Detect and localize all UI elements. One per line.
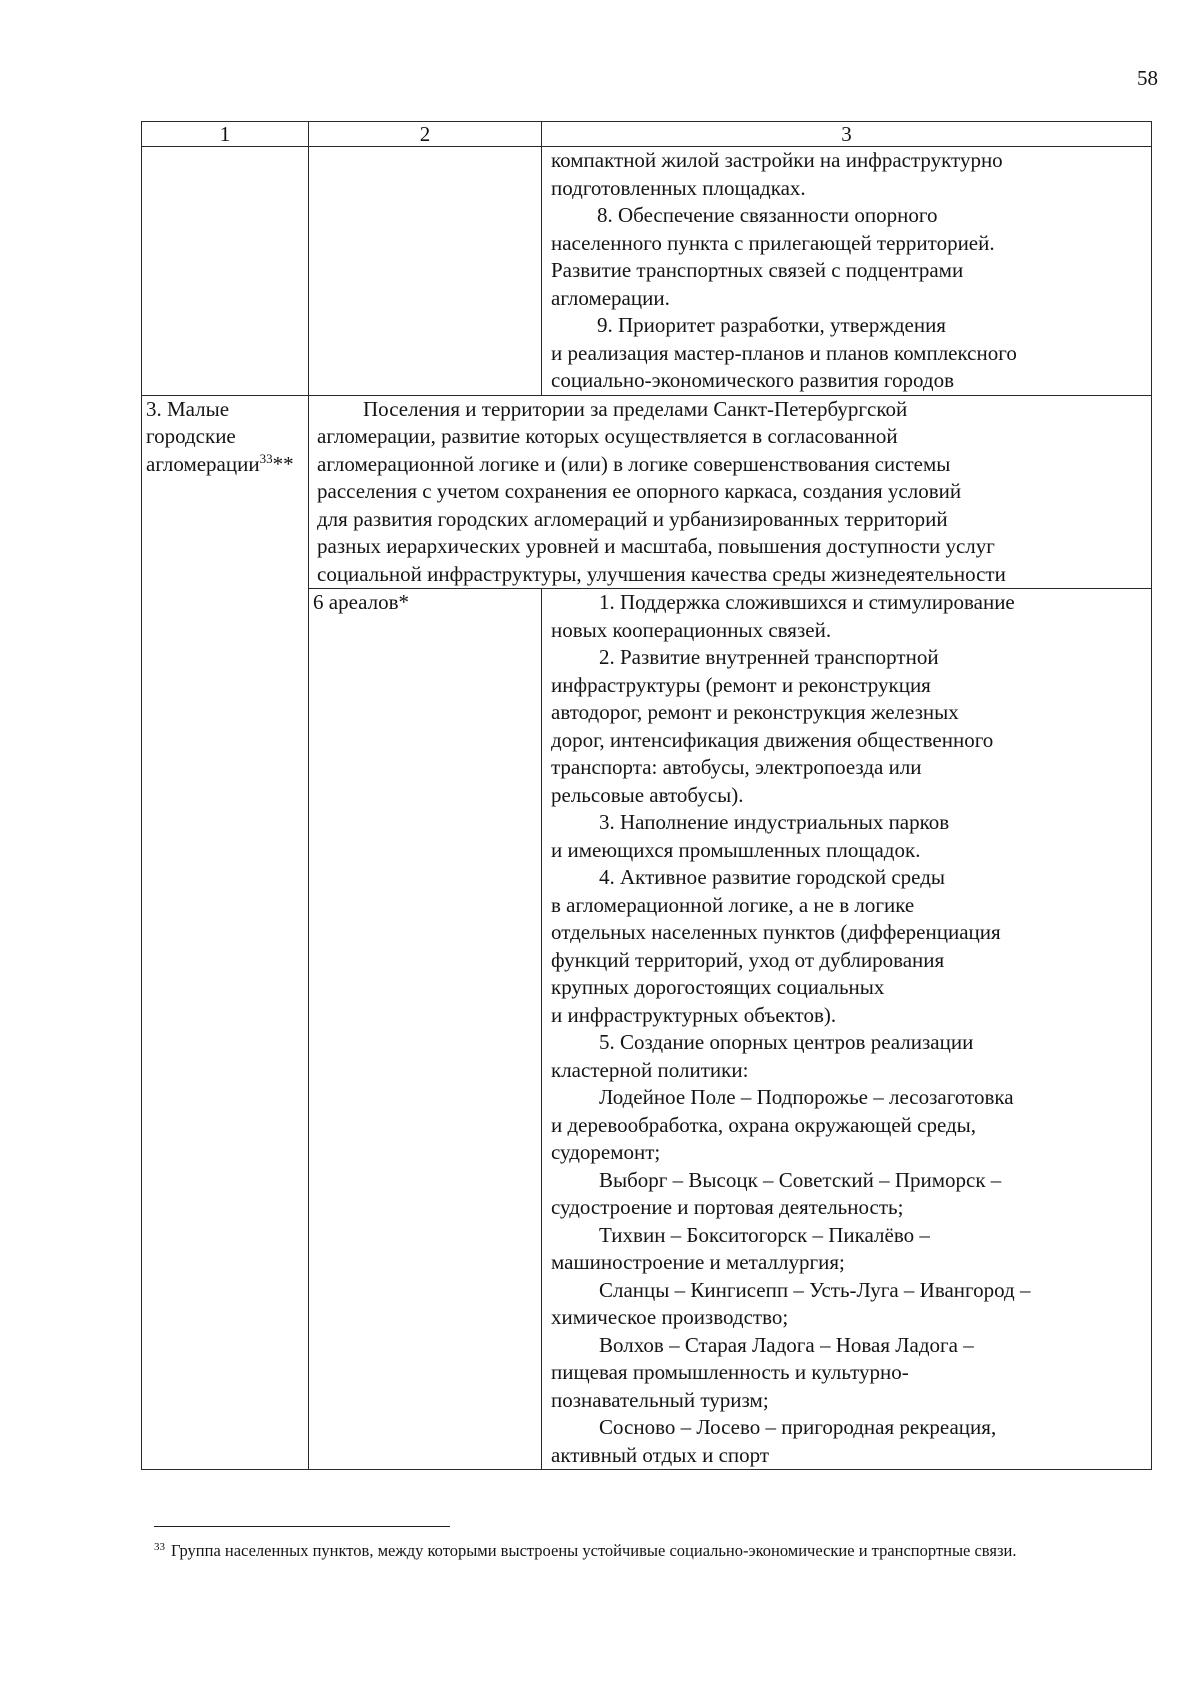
areals-count: 6 ареалов* (313, 590, 410, 614)
text-line: отдельных населенных пунктов (дифференциация (551, 920, 1001, 944)
text-line: агломерации, развитие которых осуществляется в согласованной (317, 424, 898, 448)
text-line: познавательный туризм; (551, 1387, 769, 1412)
text-line: судоремонт; (551, 1140, 661, 1164)
text-line: Сосново – Лосево – пригородная рекреация, (599, 1415, 997, 1439)
text-line: Волхов – Старая Ладога – Новая Ладога – (599, 1332, 974, 1357)
text-line: дорог, интенсификация движения общественного (551, 727, 994, 752)
text-line: 8. Обеспечение связанности опорного (597, 203, 938, 227)
text-line: агломерационной логике и (или) в логике совершенствования системы (317, 451, 951, 476)
table-row-continued (142, 147, 1152, 396)
region-name-line: 3. Малые (146, 396, 230, 421)
text-line: расселения с учетом сохранения ее опорного каркаса, создания условий (317, 479, 962, 503)
header-col-1: 1 (142, 122, 309, 147)
text-line: пищевая промышленность и культурно- (551, 1360, 909, 1384)
text-line: социально-экономического развития городов (551, 368, 954, 392)
text-line: активный отдых и спорт (551, 1442, 770, 1467)
text-line: судостроение и портовая деятельность; (551, 1195, 904, 1219)
text-line: и имеющихся промышленных площадок. (551, 837, 921, 862)
table-row-small-agglomerations (142, 395, 1152, 589)
text-line: 1. Поддержка сложившихся и стимулирование (599, 590, 1015, 614)
areals-count-cell (309, 589, 542, 1470)
text-line: машиностроение и металлургия; (551, 1250, 845, 1274)
table-header-row (142, 122, 1152, 147)
text-line: 4. Активное развитие городской среды (599, 865, 946, 889)
text-line: рельсовые автобусы). (551, 782, 744, 807)
text-line: функций территорий, уход от дублирования (551, 947, 945, 972)
header-col-3: 3 (542, 122, 1152, 147)
text-line: в агломерационной логике, а не в логике (551, 892, 915, 917)
areals-measures-cell (542, 589, 1152, 1470)
text-line: Тихвин – Бокситогорск – Пикалёво – (599, 1222, 930, 1247)
text-line: населенного пункта с прилегающей территорией. (551, 230, 995, 255)
text-line: Развитие транспортных связей с подцентрами (551, 258, 964, 282)
footnote (154, 1540, 1140, 1561)
page-number: 58 (1137, 66, 1158, 90)
text-line: химическое производство; (551, 1305, 789, 1329)
text-line: инфраструктуры (ремонт и реконструкция (551, 672, 931, 697)
footnote-text: Группа населенных пунктов, между которыми выстроены устойчивые социально-экономические и транспортные связи. (171, 1541, 1017, 1560)
text-line: разных иерархических уровней и масштаба, повышения доступности услуг (317, 534, 995, 558)
text-line: Поселения и территории за пределами Санкт-Петербургской (363, 396, 908, 421)
text-line: социальной инфраструктуры, улучшения качества среды жизнедеятельности (317, 561, 1006, 586)
footnote-ref: 33 (259, 450, 273, 466)
region-name-line-with-ref (146, 451, 304, 479)
asterisk-mark: ** (272, 451, 294, 476)
text-line: 5. Создание опорных центров реализации (599, 1030, 974, 1054)
text-line: крупных дорогостоящих социальных (551, 975, 885, 999)
text-line: кластерной политики: (551, 1057, 749, 1082)
text-line: и деревообработка, охрана окружающей среды, (551, 1112, 977, 1137)
region-name-cell (142, 395, 309, 1470)
text-line: Лодейное Поле – Подпорожье – лесозаготовка (599, 1085, 1014, 1109)
region-name-word: агломерации (146, 451, 260, 476)
text-line: 3. Наполнение индустриальных парков (599, 810, 950, 834)
footnote-number: 33 (154, 1540, 165, 1553)
continued-col-3 (542, 147, 1152, 396)
text-line: Выборг – Высоцк – Советский – Приморск – (599, 1167, 1002, 1192)
continued-col-1 (142, 147, 309, 396)
text-line: компактной жилой застройки на инфраструктурно (551, 148, 1003, 172)
text-line: 9. Приоритет разработки, утверждения (597, 313, 946, 337)
region-name-line: городские (146, 424, 236, 448)
text-line: автодорог, ремонт и реконструкция железных (551, 700, 959, 724)
main-table (141, 121, 1152, 1470)
continued-col-2 (309, 147, 542, 396)
text-line: агломерации. (551, 285, 670, 310)
text-line: транспорта: автобусы, электропоезда или (551, 755, 922, 779)
region-description-cell (309, 395, 1152, 589)
text-line: 2. Развитие внутренней транспортной (599, 645, 939, 669)
text-line: подготовленных площадках. (551, 175, 806, 200)
text-line: Сланцы – Кингисепп – Усть-Луга – Ивангород – (599, 1277, 1031, 1302)
text-line: новых кооперационных связей. (551, 617, 832, 642)
text-line: и инфраструктурных объектов). (551, 1002, 837, 1027)
header-col-2: 2 (309, 122, 542, 147)
footnote-divider (154, 1526, 450, 1527)
text-line: и реализация мастер-планов и планов комплексного (551, 340, 1017, 365)
text-line: для развития городских агломераций и урбанизированных территорий (317, 506, 948, 531)
